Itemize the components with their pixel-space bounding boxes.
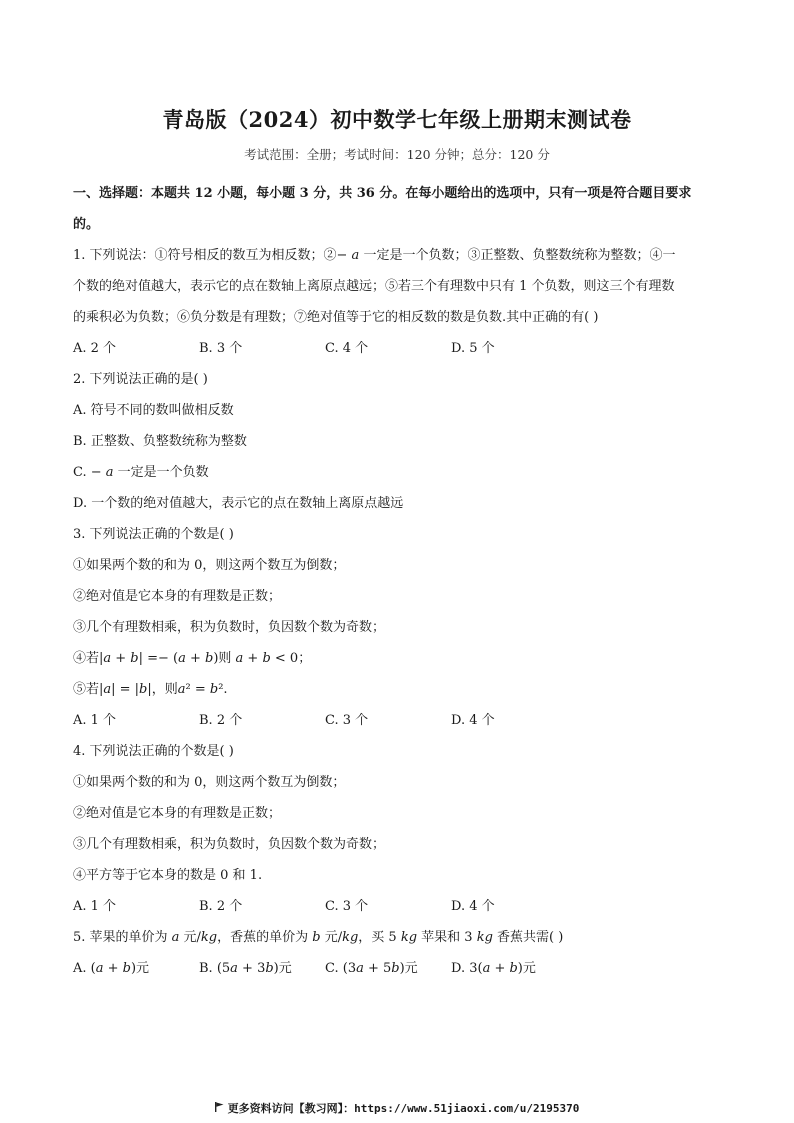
option-a: A. 1 个	[73, 899, 117, 914]
option-a: A. 符号不同的数叫做相反数	[73, 403, 234, 418]
option-b: B. 正整数、负整数统称为整数	[73, 434, 247, 449]
question-text: 的乘积必为负数；⑥负分数是有理数；⑦绝对值等于它的相反数的数是负数.其中正确的有( )	[73, 310, 599, 325]
question-1	[73, 240, 725, 364]
option-b: B. 3 个	[199, 341, 243, 356]
question-3	[73, 519, 725, 736]
option-a: A. 1 个	[73, 713, 117, 728]
flag-icon	[215, 1102, 225, 1115]
option-a: A. 2 个	[73, 341, 117, 356]
statement-3: ③几个有理数相乘，积为负数时，负因数个数为奇数；	[73, 620, 386, 635]
question-5	[73, 922, 725, 984]
option-c: C. 3 个	[325, 713, 369, 728]
statement-5: ⑤若|𝑎| = |𝑏|，则𝑎² = 𝑏².	[73, 682, 228, 697]
option-c: C. − 𝑎 一定是一个负数	[73, 465, 209, 480]
option-c: C. (3𝑎 + 5𝑏)元	[325, 961, 418, 976]
option-d: D. 4 个	[451, 713, 495, 728]
answer-options	[73, 705, 725, 736]
option-a: A. (𝑎 + 𝑏)元	[73, 961, 150, 976]
statement-4: ④若|𝑎 + 𝑏| =− (𝑎 + 𝑏)则 𝑎 + 𝑏 < 0；	[73, 651, 312, 666]
answer-options	[73, 891, 725, 922]
statement-1: ①如果两个数的和为 0，则这两个数互为倒数；	[73, 775, 346, 790]
option-d: D. 4 个	[451, 899, 495, 914]
option-b: B. (5𝑎 + 3𝑏)元	[199, 961, 292, 976]
option-b: B. 2 个	[199, 899, 243, 914]
section-heading-cont: 的。	[73, 217, 100, 232]
statement-3: ③几个有理数相乘，积为负数时，负因数个数为奇数；	[73, 837, 386, 852]
statement-2: ②绝对值是它本身的有理数是正数；	[73, 806, 282, 821]
question-4	[73, 736, 725, 922]
statement-4: ④平方等于它本身的数是 0 和 1.	[73, 868, 263, 883]
question-text: 3. 下列说法正确的个数是( )	[73, 527, 234, 542]
answer-options	[73, 333, 725, 364]
statement-1: ①如果两个数的和为 0，则这两个数互为倒数；	[73, 558, 346, 573]
option-b: B. 2 个	[199, 713, 243, 728]
option-d: D. 3(𝑎 + 𝑏)元	[451, 961, 536, 976]
option-d: D. 5 个	[451, 341, 495, 356]
option-c: C. 3 个	[325, 899, 369, 914]
section-heading: 一、选择题：本题共 12 小题，每小题 3 分，共 36 分。在每小题给出的选项中，只有一项是符合题目要求	[73, 186, 692, 201]
footer	[0, 1100, 794, 1116]
exam-content	[73, 178, 725, 984]
question-2	[73, 364, 725, 519]
answer-options	[73, 953, 725, 984]
exam-info: 考试范围：全册；考试时间：120 分钟；总分：120 分	[244, 147, 550, 162]
page-title: 青岛版（2024）初中数学七年级上册期末测试卷	[162, 107, 632, 132]
question-text: 1. 下列说法：①符号相反的数互为相反数；②− 𝑎 一定是一个负数；③正整数、负整数统称为整数；④一	[73, 248, 676, 263]
question-text: 2. 下列说法正确的是( )	[73, 372, 208, 387]
question-text: 5. 苹果的单价为 𝑎 元/𝑘𝑔，香蕉的单价为 𝑏 元/𝑘𝑔，买 5 𝑘𝑔 苹果和 3 𝑘𝑔 香蕉共需( )	[73, 930, 564, 945]
option-d: D. 一个数的绝对值越大，表示它的点在数轴上离原点越远	[73, 496, 404, 511]
statement-2: ②绝对值是它本身的有理数是正数；	[73, 589, 282, 604]
question-text: 个数的绝对值越大，表示它的点在数轴上离原点越远；⑤若三个有理数中只有 1 个负数，则这三个有理数	[73, 279, 675, 294]
question-text: 4. 下列说法正确的个数是( )	[73, 744, 234, 759]
option-c: C. 4 个	[325, 341, 369, 356]
footer-link[interactable]: 更多资料访问【教习网】：https://www.51jiaoxi.com/u/2195370	[227, 1102, 580, 1115]
